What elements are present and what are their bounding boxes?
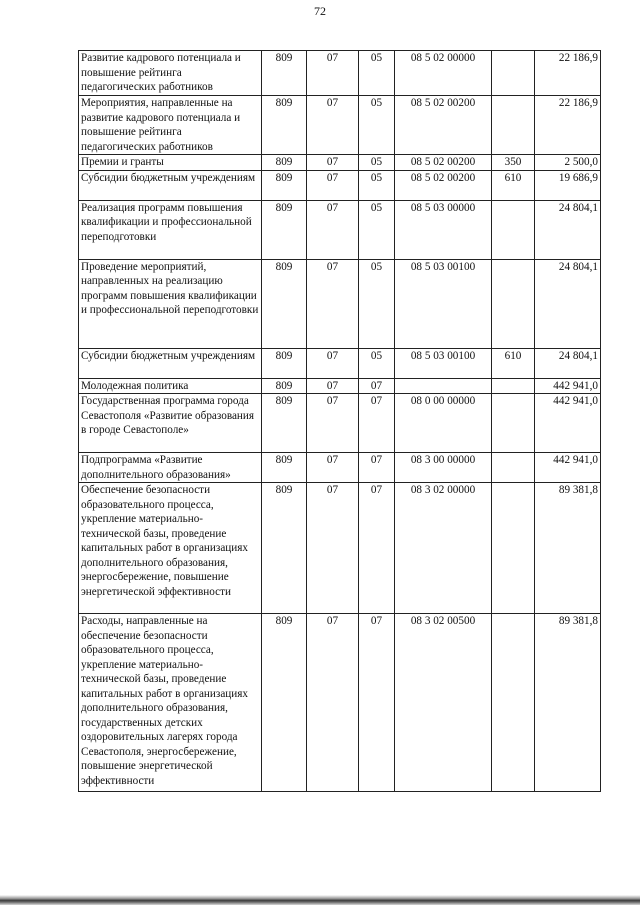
ministry-code: 809 xyxy=(262,170,307,200)
target-code: 08 5 02 00200 xyxy=(395,155,492,171)
amount: 22 186,9 xyxy=(535,51,601,96)
ministry-code: 809 xyxy=(262,614,307,792)
table-row xyxy=(79,483,601,614)
row-name: Премии и гранты xyxy=(79,155,262,171)
subsection-code: 05 xyxy=(359,259,395,348)
section-code: 07 xyxy=(307,614,359,792)
subsection-code: 07 xyxy=(359,483,395,614)
expense-type-code xyxy=(492,394,535,453)
target-code: 08 5 02 00200 xyxy=(395,170,492,200)
target-code: 08 3 02 00500 xyxy=(395,614,492,792)
table-row xyxy=(79,155,601,171)
subsection-code: 05 xyxy=(359,200,395,259)
row-name: Государственная программа города Севастополя «Развитие образования в городе Севастополе» xyxy=(79,394,262,453)
row-name: Расходы, направленные на обеспечение безопасности образовательного процесса, укрепление материально-технической базы, проведение капитальных работ в организациях дополнительного образования, государственных детских оздоровительных лагерях города Севастополя, энергосбережение, повышение энергетической эффективности xyxy=(79,614,262,792)
expense-type-code xyxy=(492,51,535,96)
ministry-code: 809 xyxy=(262,348,307,378)
section-code: 07 xyxy=(307,348,359,378)
subsection-code: 05 xyxy=(359,155,395,171)
row-name: Субсидии бюджетным учреждениям xyxy=(79,170,262,200)
expense-type-code: 610 xyxy=(492,348,535,378)
subsection-code: 07 xyxy=(359,394,395,453)
ministry-code: 809 xyxy=(262,483,307,614)
table-row xyxy=(79,453,601,483)
amount: 19 686,9 xyxy=(535,170,601,200)
table-row xyxy=(79,348,601,378)
expense-type-code: 350 xyxy=(492,155,535,171)
row-name: Мероприятия, направленные на развитие кадрового потенциала и повышение рейтинга педагогических работников xyxy=(79,96,262,155)
section-code: 07 xyxy=(307,200,359,259)
budget-table xyxy=(78,50,601,792)
amount: 89 381,8 xyxy=(535,614,601,792)
target-code xyxy=(395,378,492,394)
subsection-code: 05 xyxy=(359,348,395,378)
target-code: 08 5 03 00000 xyxy=(395,200,492,259)
table-row xyxy=(79,200,601,259)
section-code: 07 xyxy=(307,259,359,348)
subsection-code: 07 xyxy=(359,378,395,394)
amount: 442 941,0 xyxy=(535,378,601,394)
table-row xyxy=(79,378,601,394)
table-row xyxy=(79,259,601,348)
amount: 24 804,1 xyxy=(535,259,601,348)
expense-type-code: 610 xyxy=(492,170,535,200)
ministry-code: 809 xyxy=(262,378,307,394)
section-code: 07 xyxy=(307,96,359,155)
table-row xyxy=(79,614,601,792)
section-code: 07 xyxy=(307,51,359,96)
row-name: Молодежная политика xyxy=(79,378,262,394)
amount: 24 804,1 xyxy=(535,348,601,378)
scan-bottom-edge xyxy=(0,895,640,905)
table-row xyxy=(79,96,601,155)
amount: 24 804,1 xyxy=(535,200,601,259)
expense-type-code xyxy=(492,483,535,614)
amount: 89 381,8 xyxy=(535,483,601,614)
ministry-code: 809 xyxy=(262,155,307,171)
ministry-code: 809 xyxy=(262,394,307,453)
target-code: 08 5 03 00100 xyxy=(395,348,492,378)
table-row xyxy=(79,394,601,453)
ministry-code: 809 xyxy=(262,453,307,483)
section-code: 07 xyxy=(307,394,359,453)
expense-type-code xyxy=(492,200,535,259)
expense-type-code xyxy=(492,378,535,394)
section-code: 07 xyxy=(307,378,359,394)
page-number: 72 xyxy=(314,4,326,18)
expense-type-code xyxy=(492,614,535,792)
section-code: 07 xyxy=(307,483,359,614)
target-code: 08 3 00 00000 xyxy=(395,453,492,483)
ministry-code: 809 xyxy=(262,259,307,348)
section-code: 07 xyxy=(307,170,359,200)
row-name: Развитие кадрового потенциала и повышение рейтинга педагогических работников xyxy=(79,51,262,96)
ministry-code: 809 xyxy=(262,51,307,96)
subsection-code: 07 xyxy=(359,614,395,792)
row-name: Обеспечение безопасности образовательного процесса, укрепление материально-технической базы, проведение капитальных работ в организациях дополнительного образования, энергосбережение, повышение энергетической эффективности xyxy=(79,483,262,614)
row-name: Реализация программ повышения квалификации и профессиональной переподготовки xyxy=(79,200,262,259)
row-name: Субсидии бюджетным учреждениям xyxy=(79,348,262,378)
subsection-code: 05 xyxy=(359,51,395,96)
target-code: 08 5 03 00100 xyxy=(395,259,492,348)
expense-type-code xyxy=(492,96,535,155)
table-row xyxy=(79,51,601,96)
subsection-code: 05 xyxy=(359,170,395,200)
expense-type-code xyxy=(492,453,535,483)
table-row xyxy=(79,170,601,200)
ministry-code: 809 xyxy=(262,96,307,155)
row-name: Подпрограмма «Развитие дополнительного образования» xyxy=(79,453,262,483)
subsection-code: 07 xyxy=(359,453,395,483)
amount: 442 941,0 xyxy=(535,453,601,483)
subsection-code: 05 xyxy=(359,96,395,155)
ministry-code: 809 xyxy=(262,200,307,259)
row-name: Проведение мероприятий, направленных на реализацию программ повышения квалификации и профессиональной переподготовки xyxy=(79,259,262,348)
amount: 2 500,0 xyxy=(535,155,601,171)
target-code: 08 5 02 00200 xyxy=(395,96,492,155)
expense-type-code xyxy=(492,259,535,348)
amount: 442 941,0 xyxy=(535,394,601,453)
target-code: 08 3 02 00000 xyxy=(395,483,492,614)
amount: 22 186,9 xyxy=(535,96,601,155)
target-code: 08 0 00 00000 xyxy=(395,394,492,453)
section-code: 07 xyxy=(307,155,359,171)
target-code: 08 5 02 00000 xyxy=(395,51,492,96)
section-code: 07 xyxy=(307,453,359,483)
